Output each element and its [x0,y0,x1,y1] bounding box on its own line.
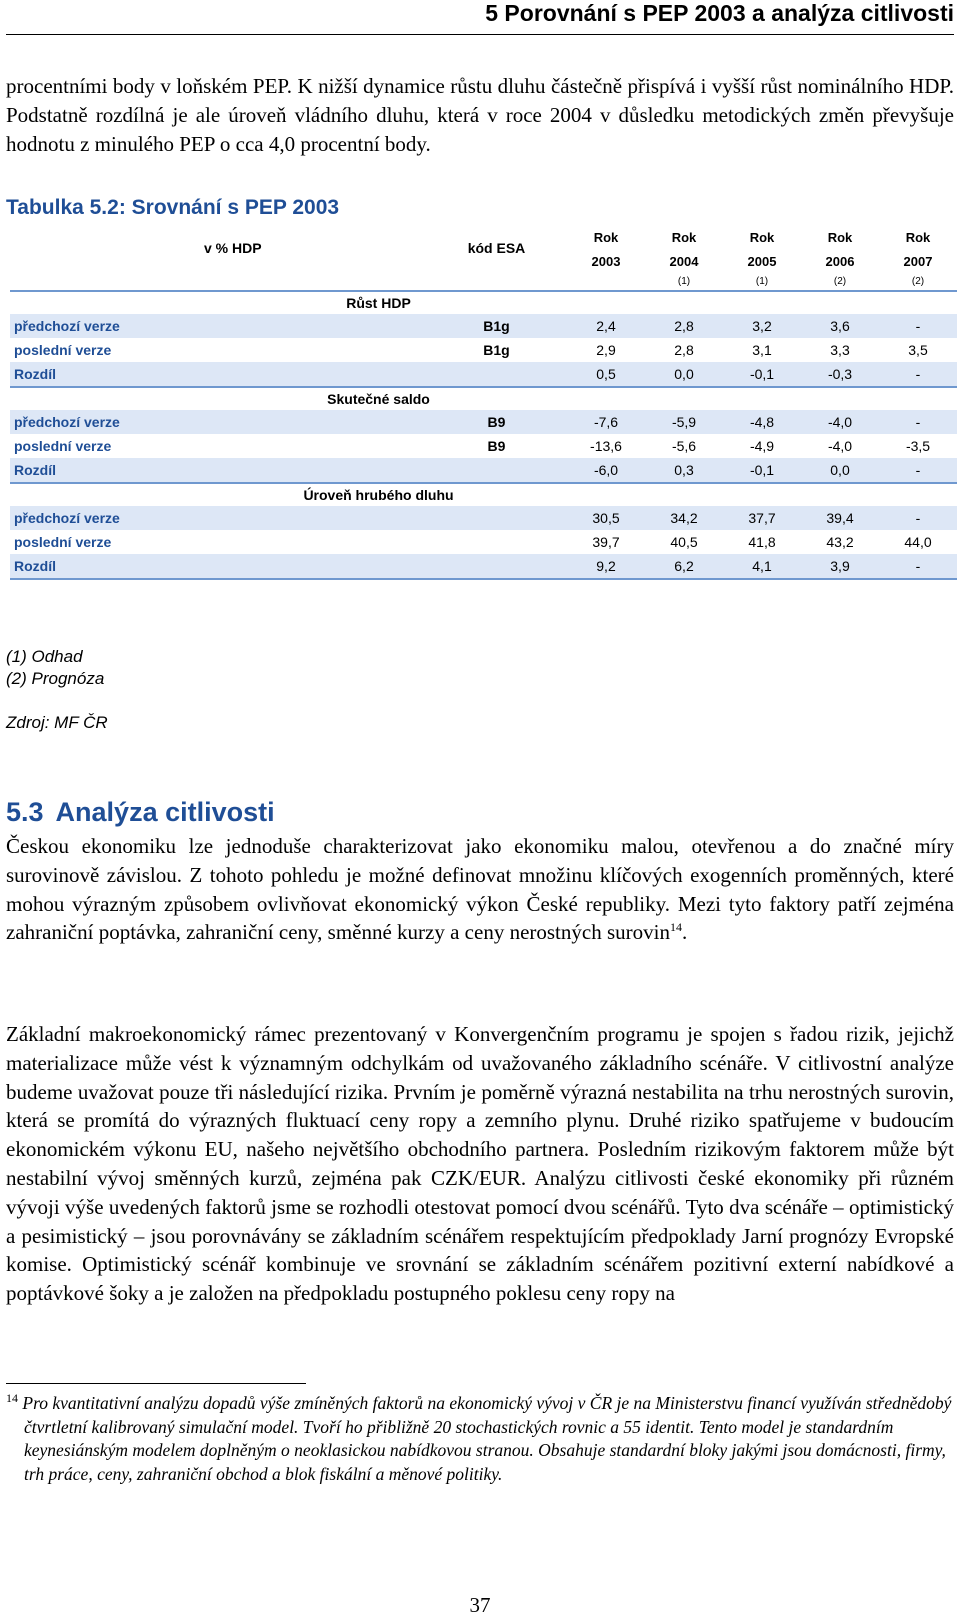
row-value: 0,3 [645,458,723,483]
row-value: 43,2 [826,534,854,550]
year-label: Rok [827,230,853,245]
intro-paragraph: procentními body v loňském PEP. K nižší dynamice růstu dluhu částečně přispívá i vyšší růst nominálního HDP. Podstatně rozdílná je ale úroveň vládního dluhu, která v roce 2004 v důsledku metodických změn převyšuje hodnotu z minulého PEP o cca 4,0 procentní body. [6,74,954,156]
section-header-filler [567,387,957,410]
row-value: 2,9 [596,342,616,358]
table-header-row [10,226,957,291]
table-caption: Tabulka 5.2: Srovnání s PEP 2003 [6,196,340,219]
table-row [10,362,957,387]
year-value: 2006 [825,254,855,269]
year-value: 2004 [669,254,699,269]
year-note: (1) [677,276,691,287]
year-note: (1) [755,276,769,287]
year-value: 2003 [591,254,621,269]
row-value: 39,4 [801,506,879,530]
row-value: 6,2 [645,554,723,579]
row-spacer [190,314,426,338]
row-value: 30,5 [567,506,645,530]
running-header: 5 Porovnání s PEP 2003 a analýza citlivosti [485,0,954,26]
row-value: -3,5 [905,438,931,454]
row-esa-code: B9 [487,438,506,454]
section-number: 5.3 [6,797,44,827]
row-value: 37,7 [723,506,801,530]
header-empty [10,226,190,291]
year-note: (2) [833,276,847,287]
row-label: poslední verze [14,342,112,358]
row-value: -4,8 [723,410,801,434]
row-value: 3,1 [752,342,772,358]
header-unit: v % HDP [190,226,426,291]
row-spacer [190,434,426,458]
year-label: Rok [749,230,775,245]
row-value: 0,0 [801,458,879,483]
row-value: - [879,506,957,530]
table-body [10,291,957,579]
section-title: Úroveň hrubého dluhu [303,487,454,503]
row-esa-code [426,362,567,387]
table-row [10,554,957,579]
row-value: 3,5 [908,342,928,358]
section-title: Růst HDP [346,295,411,311]
row-esa-code: B1g [426,314,567,338]
row-value: 3,3 [830,342,850,358]
row-value: -0,3 [801,362,879,387]
row-label: Rozdíl [10,554,190,579]
row-value: 34,2 [645,506,723,530]
row-value: -5,6 [671,438,697,454]
table-row [10,506,957,530]
year-value: 2007 [903,254,933,269]
row-value: 4,1 [723,554,801,579]
row-value: - [879,362,957,387]
row-label: předchozí verze [10,314,190,338]
row-value: 2,8 [645,314,723,338]
paragraph-1-end: . [681,920,688,945]
row-spacer [190,338,426,362]
section-header-filler [567,291,957,314]
year-note: (2) [911,276,925,287]
row-value: 3,9 [801,554,879,579]
section-header-filler [567,483,957,506]
paragraph-2: Základní makroekonomický rámec prezentovaný v Konvergenčním programu je spojen s řadou rizik, jejichž materializace může vést k významným odchylkám od uvažovaného základního scénáře. V citlivostní analýze budeme uvažovat pouze tři následující rizika. Prvním je poměrně výrazná nestabilita na trhu nerostných surovin, která se promítá do výrazných fluktuací ceny ropy a zemního plynu. Druhé riziko spatřujeme v budoucím ekonomickém výkonu EU, našeho největšího obchodního partnera. Posledním rizikovým faktorem může být nestabilní vývoj směnných kurzů, zejména pak CZK/EUR. Analýzu citlivosti české ekonomiky při různém vývoji výše uvedených faktorů jsme se rozhodli otestovat pomocí dvou scénářů. Tyto dva scénáře – optimistický a pesimistický – jsou porovnávány se základním scénářem respektujícím předpoklady Jarní prognózy Evropské komise. Optimistický scénář kombinuje ve srovnání se základním scénářem pozitivní externí nabídkové a poptávkové šoky a je založen na předpokladu postupného poklesu ceny ropy na [6,1022,954,1306]
header-rule [6,34,954,35]
row-value: -4,0 [827,438,853,454]
note-2: (2) Prognóza [6,669,105,688]
paragraph-1 [6,832,954,947]
row-value: 39,7 [592,534,620,550]
section-title: Analýza citlivosti [55,797,275,827]
table-row [10,530,957,554]
row-label: předchozí verze [10,506,190,530]
row-value: -7,6 [567,410,645,434]
row-label: poslední verze [14,438,112,454]
footnote-ref[interactable]: 14 [669,920,682,935]
row-spacer [190,506,426,530]
table-row [10,410,957,434]
row-value: -4,0 [801,410,879,434]
header-year [723,226,801,291]
row-label: Rozdíl [10,362,190,387]
section-header-empty [10,387,190,410]
page-number: 37 [469,1593,491,1617]
row-value: - [879,458,957,483]
section-header-row [10,291,957,314]
row-value: 0,5 [567,362,645,387]
table-row [10,338,957,362]
row-esa-code [426,458,567,483]
row-esa-code: B9 [426,410,567,434]
year-label: Rok [671,230,697,245]
section-heading [6,797,275,828]
paragraph-1-text: Českou ekonomiku lze jednoduše charakterizovat jako ekonomiku malou, otevřenou a do značné míry surovinově závislou. Z tohoto pohledu je možné definovat množinu klíčových exogenních proměnných, které mohou výrazným způsobem ovlivňovat ekonomický výkon České republiky. Mezi tyto faktory patří zejména zahraniční poptávka, zahraniční ceny, směnné kurzy a ceny nerostných surovin [6,834,954,945]
header-year [879,226,957,291]
row-value: 44,0 [904,534,932,550]
table-source: Zdroj: MF ČR [6,713,108,732]
footnote-number: 14 [6,1391,18,1406]
row-value: -4,9 [749,438,775,454]
table-row [10,314,957,338]
header-year [801,226,879,291]
row-value: -0,1 [723,458,801,483]
row-value: 0,0 [645,362,723,387]
row-spacer [190,530,426,554]
row-spacer [190,554,426,579]
row-value: 9,2 [567,554,645,579]
row-value: - [879,314,957,338]
year-value: 2005 [747,254,777,269]
year-label: Rok [905,230,931,245]
row-value: -5,9 [645,410,723,434]
row-value: 41,8 [748,534,776,550]
section-title: Skutečné saldo [327,391,430,407]
header-year [567,226,645,291]
row-spacer [190,458,426,483]
table-row [10,434,957,458]
table-notes [6,646,104,690]
row-value: 3,6 [801,314,879,338]
row-esa-code [426,506,567,530]
year-label: Rok [593,230,619,245]
row-value: 2,4 [567,314,645,338]
section-header-empty [10,483,190,506]
row-esa-code [426,554,567,579]
note-1: (1) Odhad [6,647,83,666]
row-value: - [879,554,957,579]
footnote-text: Pro kvantitativní analýzu dopadů výše zmíněných faktorů na ekonomický vývoj v ČR je na Ministerstvu financí využíván střednědobý čtvrtletní kalibrovaný simulační model. Tvoří ho přibližně 20 stochastických rovnic a 55 identit. Tento model je standardním keynesiánským modelem doplněným o neoklasickou nabídkovou stranou. Obsahuje standardní bloky jakými jsou domácnosti, firmy, trh práce, ceny, zahraniční obchod a blok fiskální a měnové politiky. [22,1393,952,1484]
row-value: - [879,410,957,434]
row-label: předchozí verze [10,410,190,434]
row-esa-code: B1g [483,342,510,358]
row-label: poslední verze [14,534,112,550]
header-year [645,226,723,291]
footnote [6,1392,954,1486]
section-header-row [10,483,957,506]
row-value: 40,5 [670,534,698,550]
row-value: -6,0 [567,458,645,483]
row-esa-code [426,530,567,554]
section-header-empty [10,291,190,314]
row-value: 3,2 [723,314,801,338]
section-header-row [10,387,957,410]
row-value: 2,8 [674,342,694,358]
footnote-rule [6,1383,306,1384]
row-spacer [190,410,426,434]
comparison-table [10,226,957,580]
header-esa: kód ESA [426,226,567,291]
row-label: Rozdíl [10,458,190,483]
table-row [10,458,957,483]
row-value: -0,1 [723,362,801,387]
row-spacer [190,362,426,387]
row-value: -13,6 [590,438,622,454]
